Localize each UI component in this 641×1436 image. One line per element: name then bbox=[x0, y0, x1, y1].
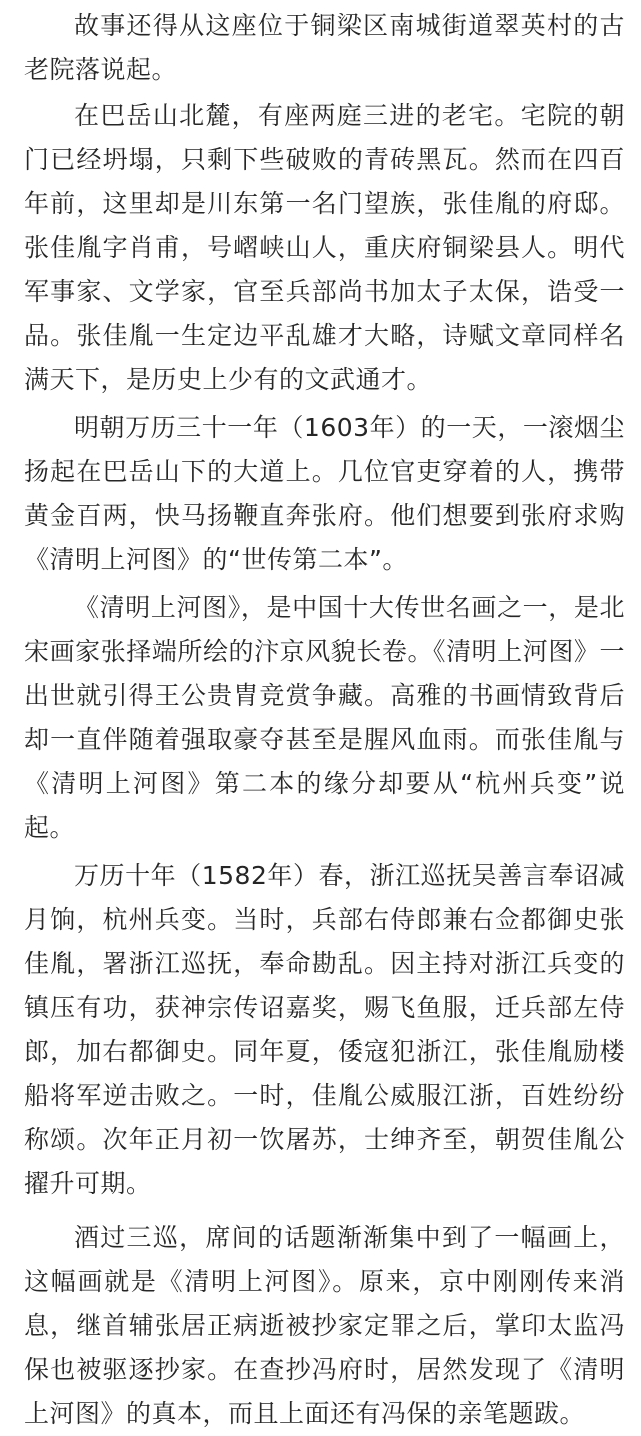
paragraph-6: 酒过三巡，席间的话题渐渐集中到了一幅画上，这幅画就是《清明上河图》。原来，京中刚刚传来消息，继首辅张居正病逝被抄家定罪之后，掌印太监冯保也被驱逐抄家。在查抄冯府时，居然发现了《清明上河图》的真本，而且上面还有冯保的亲笔题跋。 bbox=[24, 1223, 625, 1428]
paragraph-4: 《清明上河图》，是中国十大传世名画之一，是北宋画家张择端所绘的汴京风貌长卷。《清明上河图》一出世就引得王公贵胄竞赏争藏。高雅的书画情致背后却一直伴随着强取豪夺甚至是腥风血雨。而张佳胤与《清明上河图》第二本的缘分却要从“杭州兵变”说起。 bbox=[24, 593, 625, 842]
paragraph-1: 故事还得从这座位于铜梁区南城街道翠英村的古老院落说起。 bbox=[24, 11, 625, 84]
paragraph-5: 万历十年（1582年）春，浙江巡抚吴善言奉诏减月饷，杭州兵变。当时，兵部右侍郎兼右佥都御史张佳胤，署浙江巡抚，奉命勘乱。因主持对浙江兵变的镇压有功，获神宗传诏嘉奖，赐飞鱼服，迁兵部左侍郎，加右都御史。同年夏，倭寇犯浙江，张佳胤励楼船将军逆击败之。一时，佳胤公威服江浙，百姓纷纷称颂。次年正月初一饮屠苏，士绅齐至，朝贺佳胤公擢升可期。 bbox=[24, 861, 625, 1198]
paragraph-2: 在巴岳山北麓，有座两庭三进的老宅。宅院的朝门已经坍塌，只剩下些破败的青砖黑瓦。然而在四百年前，这里却是川东第一名门望族，张佳胤的府邸。张佳胤字肖甫，号嶍峡山人，重庆府铜梁县人。明代军事家、文学家，官至兵部尚书加太子太保，诰受一品。张佳胤一生定边平乱雄才大略，诗赋文章同样名满天下，是历史上少有的文武通才。 bbox=[24, 101, 625, 394]
paragraph-3: 明朝万历三十一年（1603年）的一天，一滚烟尘扬起在巴岳山下的大道上。几位官吏穿着的人，携带黄金百两，快马扬鞭直奔张府。他们想要到张府求购《清明上河图》的“世传第二本”。 bbox=[24, 413, 625, 574]
